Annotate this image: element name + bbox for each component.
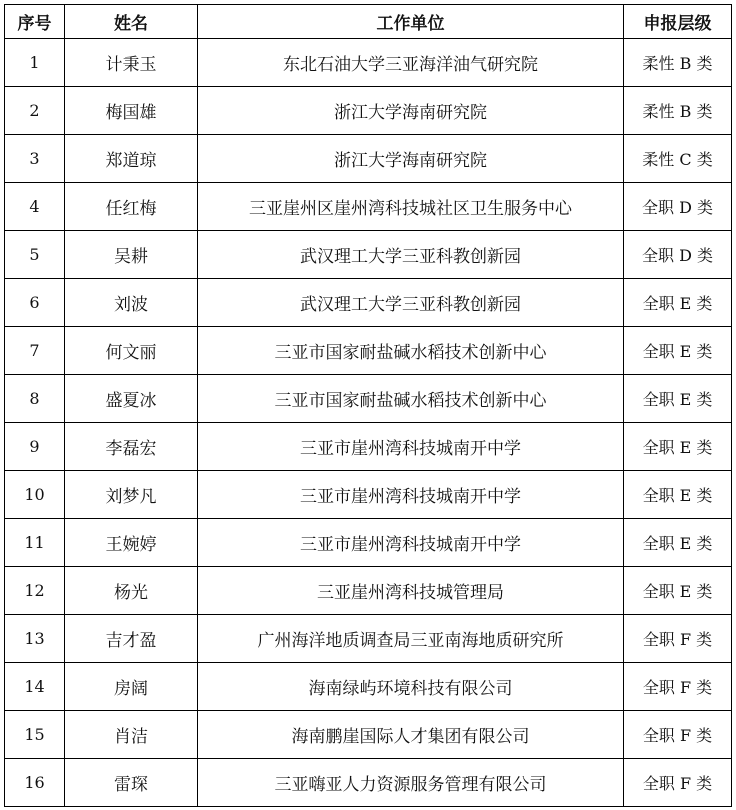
person-name: 计秉玉	[65, 39, 198, 87]
work-unit: 海南绿屿环境科技有限公司	[198, 663, 624, 711]
table-row	[5, 759, 732, 807]
row-number: 9	[5, 423, 65, 471]
table-body	[5, 39, 732, 807]
table-row	[5, 711, 732, 759]
person-name: 雷琛	[65, 759, 198, 807]
header-num: 序号	[5, 5, 65, 39]
row-number: 10	[5, 471, 65, 519]
work-unit: 三亚市崖州湾科技城南开中学	[198, 471, 624, 519]
work-unit: 浙江大学海南研究院	[198, 135, 624, 183]
work-unit: 武汉理工大学三亚科教创新园	[198, 231, 624, 279]
table-row	[5, 423, 732, 471]
application-level: 全职 F 类	[624, 711, 732, 759]
header-unit: 工作单位	[198, 5, 624, 39]
application-level: 全职 E 类	[624, 423, 732, 471]
row-number: 16	[5, 759, 65, 807]
table-row	[5, 231, 732, 279]
person-name: 盛夏冰	[65, 375, 198, 423]
table-row	[5, 663, 732, 711]
work-unit: 三亚市崖州湾科技城南开中学	[198, 519, 624, 567]
table-row	[5, 135, 732, 183]
work-unit: 海南鹏崖国际人才集团有限公司	[198, 711, 624, 759]
work-unit: 武汉理工大学三亚科教创新园	[198, 279, 624, 327]
person-name: 王婉婷	[65, 519, 198, 567]
application-level: 全职 E 类	[624, 327, 732, 375]
table-row	[5, 375, 732, 423]
table-header	[5, 5, 732, 39]
work-unit: 三亚崖州湾科技城管理局	[198, 567, 624, 615]
row-number: 12	[5, 567, 65, 615]
application-level: 柔性 C 类	[624, 135, 732, 183]
person-name: 吉才盈	[65, 615, 198, 663]
application-level: 柔性 B 类	[624, 87, 732, 135]
work-unit: 三亚崖州区崖州湾科技城社区卫生服务中心	[198, 183, 624, 231]
table-row	[5, 183, 732, 231]
row-number: 5	[5, 231, 65, 279]
header-level: 申报层级	[624, 5, 732, 39]
person-name: 何文丽	[65, 327, 198, 375]
work-unit: 三亚嗨亚人力资源服务管理有限公司	[198, 759, 624, 807]
talent-roster-table	[4, 4, 732, 807]
application-level: 全职 E 类	[624, 519, 732, 567]
application-level: 全职 E 类	[624, 375, 732, 423]
application-level: 全职 E 类	[624, 471, 732, 519]
row-number: 2	[5, 87, 65, 135]
table-row	[5, 39, 732, 87]
person-name: 刘波	[65, 279, 198, 327]
row-number: 11	[5, 519, 65, 567]
work-unit: 浙江大学海南研究院	[198, 87, 624, 135]
person-name: 任红梅	[65, 183, 198, 231]
row-number: 7	[5, 327, 65, 375]
application-level: 全职 D 类	[624, 183, 732, 231]
row-number: 6	[5, 279, 65, 327]
person-name: 吴耕	[65, 231, 198, 279]
application-level: 全职 E 类	[624, 279, 732, 327]
person-name: 李磊宏	[65, 423, 198, 471]
application-level: 全职 F 类	[624, 663, 732, 711]
table-row	[5, 327, 732, 375]
row-number: 4	[5, 183, 65, 231]
work-unit: 三亚市崖州湾科技城南开中学	[198, 423, 624, 471]
table-row	[5, 567, 732, 615]
row-number: 8	[5, 375, 65, 423]
table-row	[5, 87, 732, 135]
person-name: 郑道琼	[65, 135, 198, 183]
table-row	[5, 279, 732, 327]
person-name: 梅国雄	[65, 87, 198, 135]
header-name: 姓名	[65, 5, 198, 39]
person-name: 刘梦凡	[65, 471, 198, 519]
table-row	[5, 471, 732, 519]
application-level: 柔性 B 类	[624, 39, 732, 87]
table-row	[5, 519, 732, 567]
table-row	[5, 615, 732, 663]
row-number: 3	[5, 135, 65, 183]
work-unit: 东北石油大学三亚海洋油气研究院	[198, 39, 624, 87]
application-level: 全职 D 类	[624, 231, 732, 279]
person-name: 肖洁	[65, 711, 198, 759]
application-level: 全职 F 类	[624, 759, 732, 807]
work-unit: 广州海洋地质调查局三亚南海地质研究所	[198, 615, 624, 663]
row-number: 15	[5, 711, 65, 759]
application-level: 全职 E 类	[624, 567, 732, 615]
header-row	[5, 5, 732, 39]
person-name: 杨光	[65, 567, 198, 615]
row-number: 13	[5, 615, 65, 663]
person-name: 房阔	[65, 663, 198, 711]
work-unit: 三亚市国家耐盐碱水稻技术创新中心	[198, 327, 624, 375]
application-level: 全职 F 类	[624, 615, 732, 663]
work-unit: 三亚市国家耐盐碱水稻技术创新中心	[198, 375, 624, 423]
row-number: 14	[5, 663, 65, 711]
row-number: 1	[5, 39, 65, 87]
